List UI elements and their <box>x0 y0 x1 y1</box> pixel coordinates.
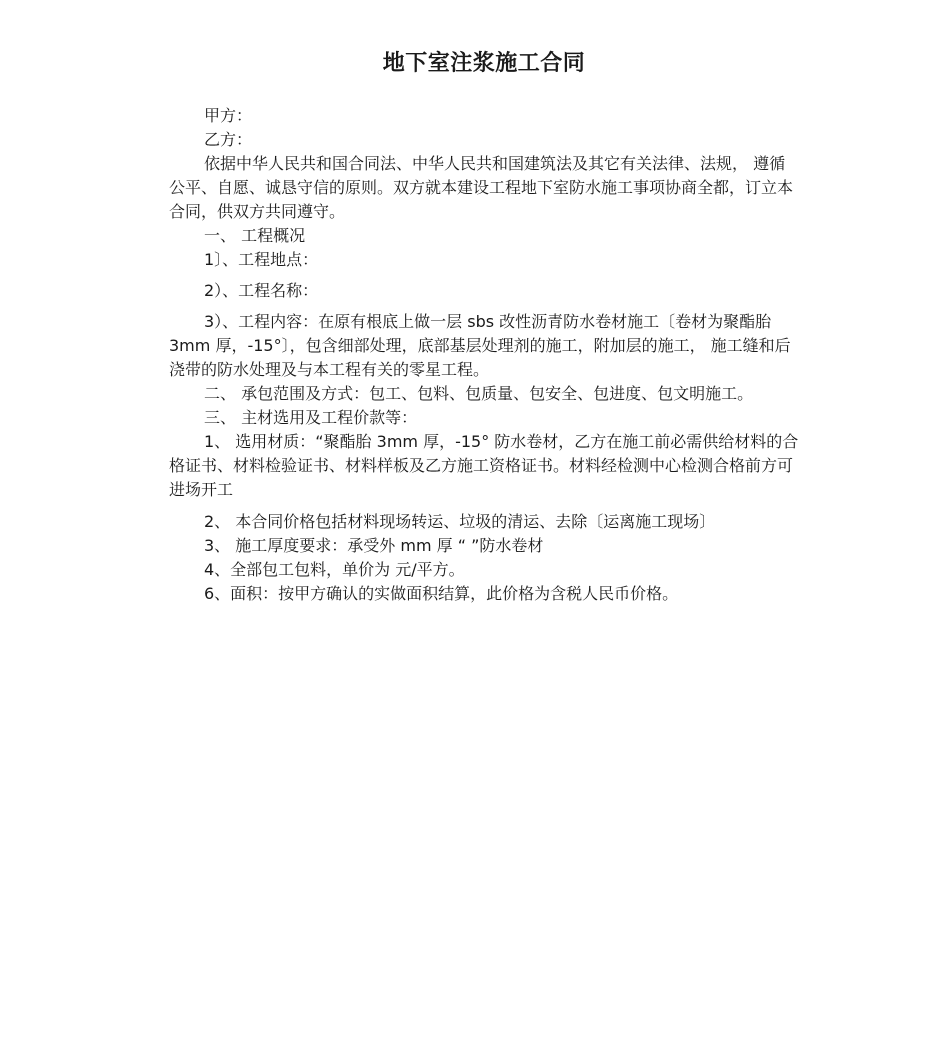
thickness-requirement: 3、 施工厚度要求：承受外 mm 厚 “ ”防水卷材 <box>204 536 544 555</box>
document-body <box>169 104 799 606</box>
price-inclusion: 2、 本合同价格包括材料现场转运、垃圾的清运、去除〔运离施工现场〕 <box>204 512 716 531</box>
preamble-paragraph: 依据中华人民共和国合同法、中华人民共和国建筑法及其它有关法律、法规， 遵循公平、自愿、诚恳守信的原则。双方就本建设工程地下室防水施工事项协商全都，订立本合同，供双方共同遵守。 <box>169 154 794 221</box>
project-name: 2）、工程名称： <box>204 281 319 300</box>
section-1-heading: 一、 工程概况 <box>204 226 306 245</box>
party-b-line: 乙方： <box>204 130 253 149</box>
project-location: 1〕、工程地点： <box>204 250 319 269</box>
unit-price: 4、全部包工包料，单价为 元/平方。 <box>204 560 465 579</box>
area-settlement: 6、面积：按甲方确认的实做面积结算，此价格为含税人民币价格。 <box>204 584 679 603</box>
project-content: 3）、工程内容：在原有根底上做一层 sbs 改性沥青防水卷材施工〔卷材为聚酯胎 3mm 厚，-15°〕，包含细部处理，底部基层处理剂的施工，附加层的施工， 施工缝和后浇带的防水处理及与本工程有关的零星工程。 <box>169 312 791 379</box>
material-selection: 1、 选用材质：“聚酯胎 3mm 厚，-15° 防水卷材，乙方在施工前必需供给材料的合格证书、材料检验证书、材料样板及乙方施工资格证书。材料经检测中心检测合格前方可进场开工 <box>169 432 799 499</box>
section-2-scope: 二、 承包范围及方式：包工、包料、包质量、包安全、包进度、包文明施工。 <box>204 384 754 403</box>
party-a-line: 甲方： <box>204 106 253 125</box>
document-title: 地下室注浆施工合同 <box>382 51 586 76</box>
section-3-heading: 三、 主材选用及工程价款等： <box>204 408 418 427</box>
